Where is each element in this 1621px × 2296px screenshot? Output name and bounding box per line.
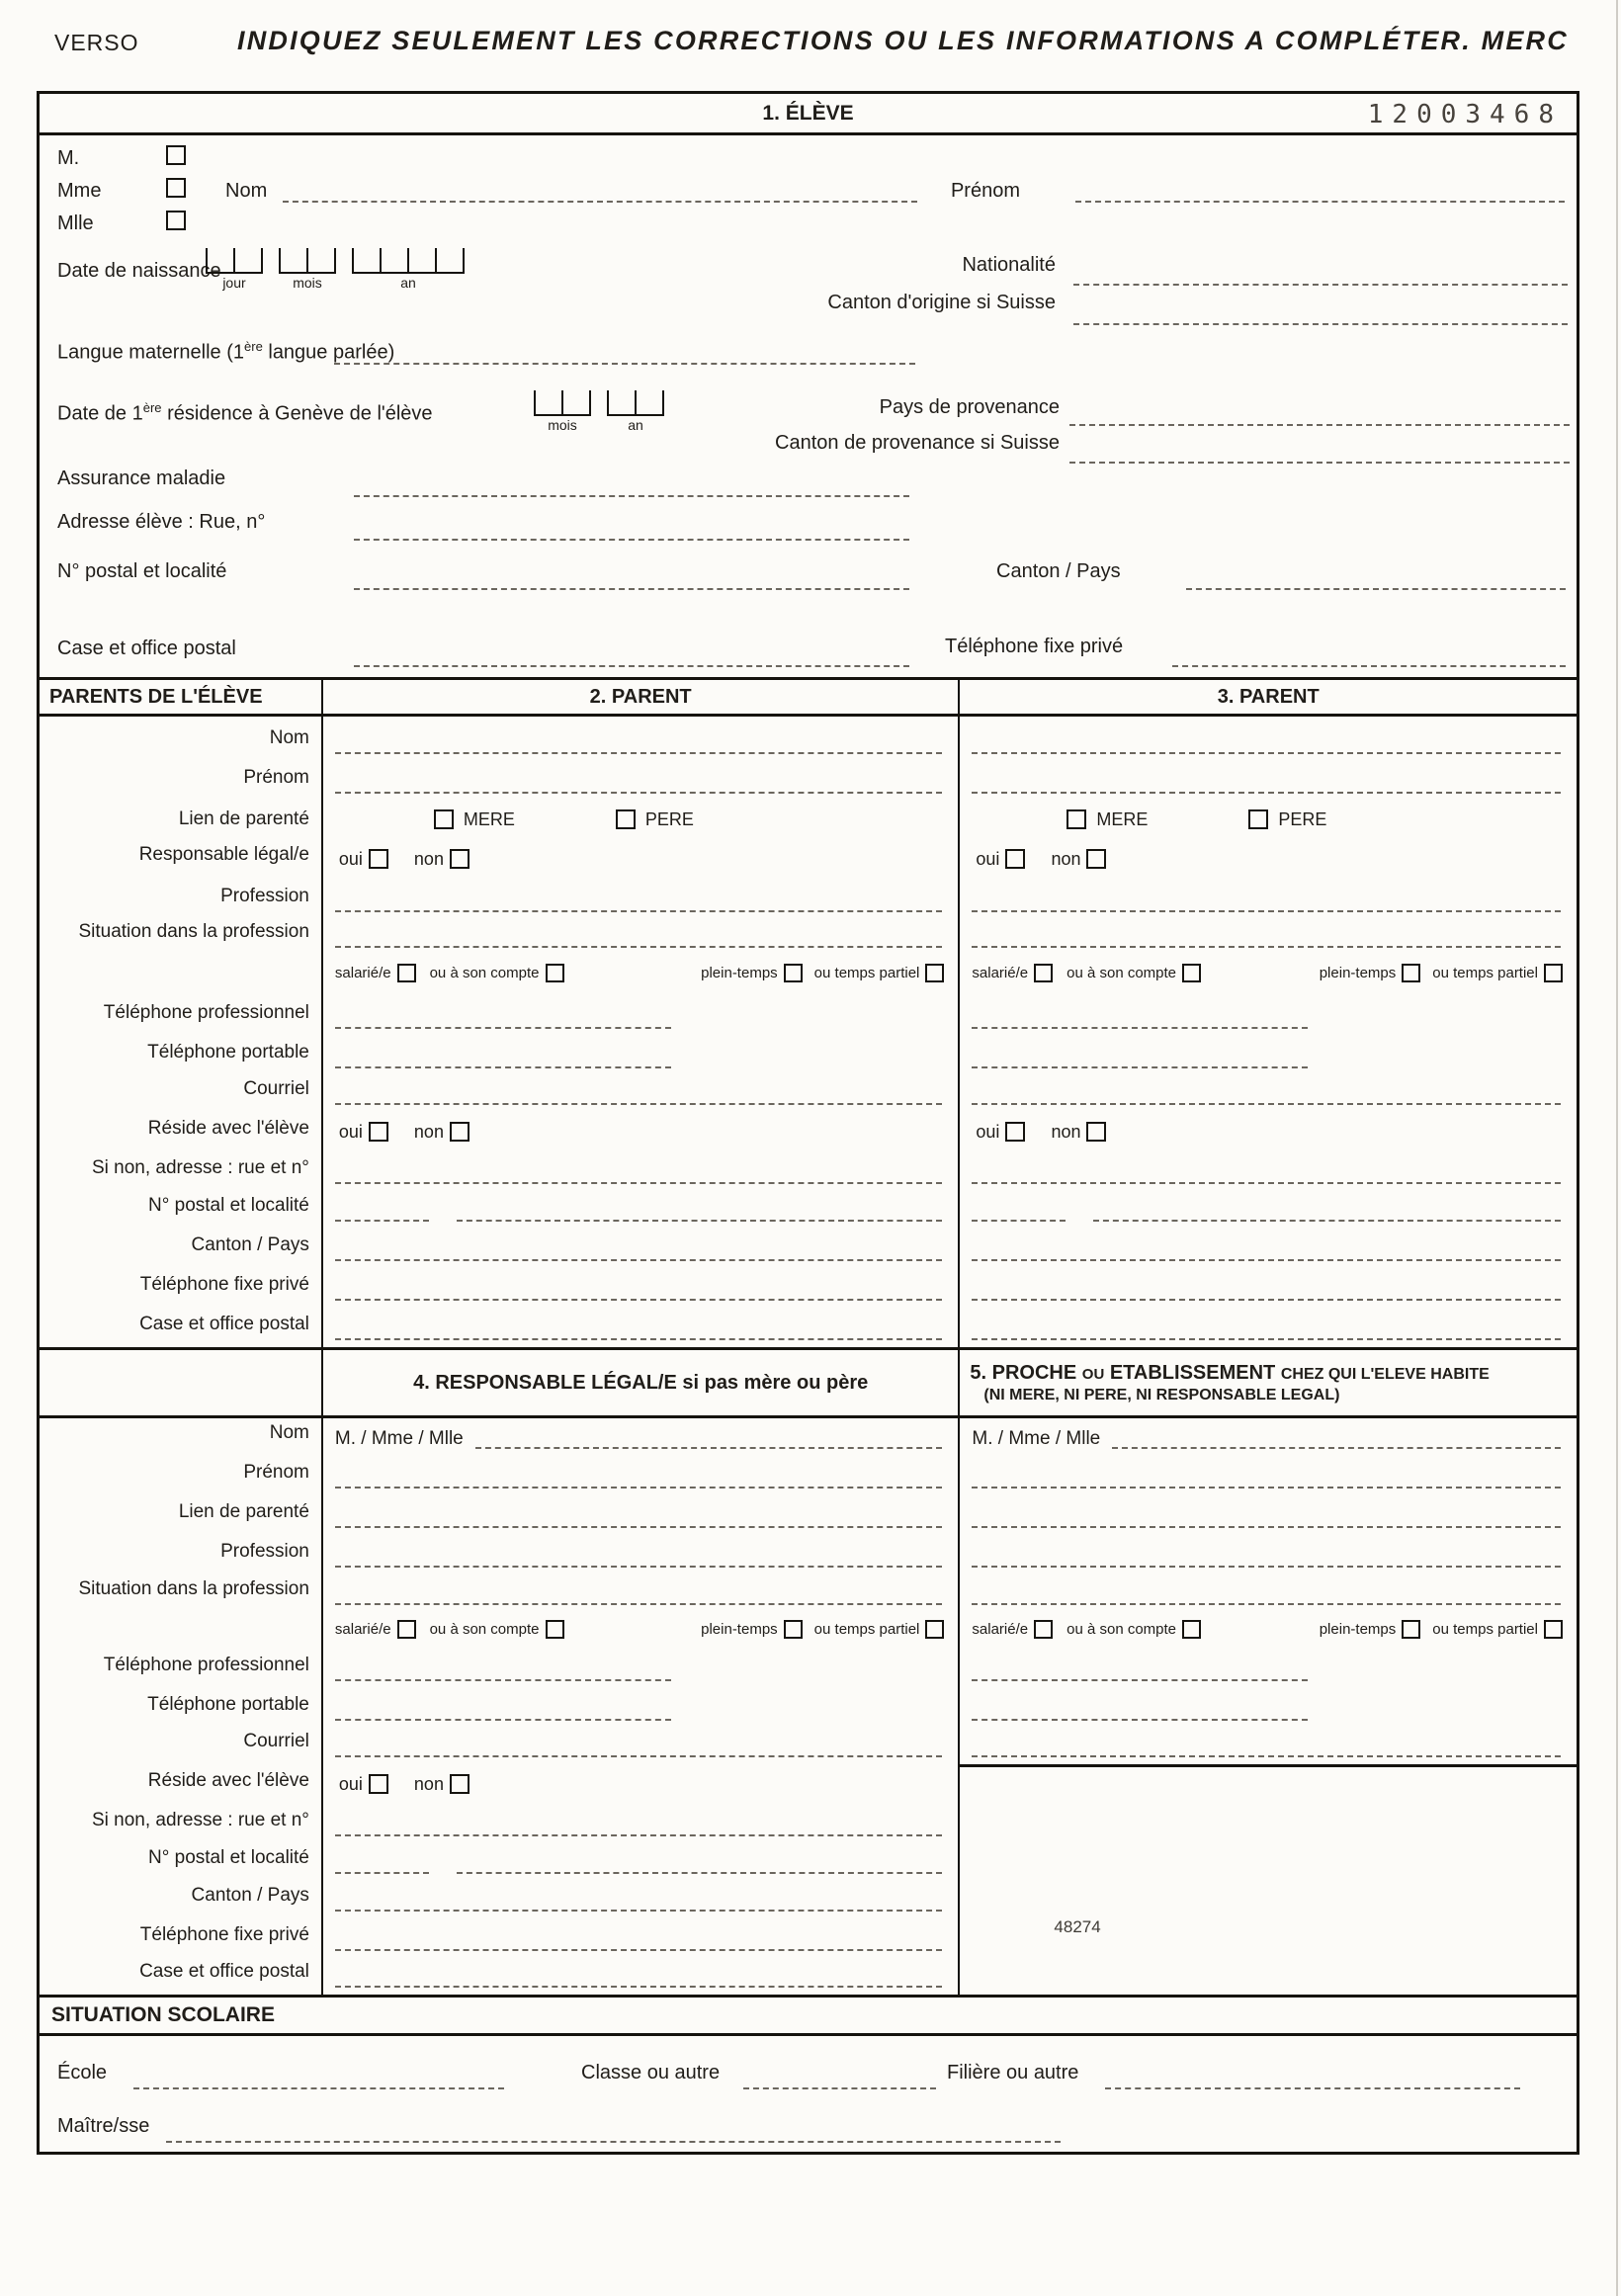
birthdate-label: Date de naissance xyxy=(57,260,221,282)
case-postal-label: Case et office postal xyxy=(57,638,236,659)
p2-localite-field[interactable] xyxy=(457,1220,943,1222)
adresse-label: Adresse élève : Rue, n° xyxy=(57,511,266,533)
s4-prenom-field[interactable] xyxy=(335,1487,943,1488)
classe-label: Classe ou autre xyxy=(581,2062,721,2083)
temps-partiel-option-label: ou temps partiel xyxy=(1432,965,1538,981)
tel-fixe-field[interactable] xyxy=(1172,665,1566,667)
p3-profession-field[interactable] xyxy=(972,910,1561,912)
verso-label: VERSO xyxy=(54,30,139,55)
oui-option-label: oui xyxy=(976,848,1000,869)
row-label-reside: Réside avec l'élève xyxy=(147,1118,309,1139)
canton-provenance-label: Canton de provenance si Suisse xyxy=(775,432,1060,454)
parent2-header: 2. PARENT xyxy=(323,680,961,714)
s4-courriel-field[interactable] xyxy=(335,1755,943,1757)
row-label-profession: Profession xyxy=(220,886,309,906)
p3-npostal-field[interactable] xyxy=(972,1220,1066,1222)
parent2-column xyxy=(323,717,961,1347)
row-label-canton-pays: Canton / Pays xyxy=(191,1234,309,1255)
s4-si-non-adresse-field[interactable] xyxy=(335,1834,943,1836)
s5-lien-field[interactable] xyxy=(972,1526,1561,1528)
s4-situation-field[interactable] xyxy=(335,1603,943,1605)
row-label-responsable: Responsable légal/e xyxy=(138,844,309,865)
plein-temps-option-label: plein-temps xyxy=(701,1620,778,1638)
row-label-tel-pro: Téléphone professionnel xyxy=(103,1002,309,1023)
s5-salarie-checkbox[interactable] xyxy=(1034,1620,1053,1639)
situation-scolaire-header xyxy=(40,1995,1577,2036)
s4-tel-port-field[interactable] xyxy=(335,1719,671,1721)
canton-origine-field[interactable] xyxy=(1073,323,1568,325)
row-label-nom: Nom xyxy=(269,727,309,748)
situation-scolaire-title: SITUATION SCOLAIRE xyxy=(51,2003,275,2026)
filiere-field[interactable] xyxy=(1105,2087,1520,2089)
p3-reside-oui-checkbox[interactable] xyxy=(1005,1122,1025,1142)
s4-salarie-checkbox[interactable] xyxy=(397,1620,416,1639)
classe-field[interactable] xyxy=(743,2087,936,2089)
row-label-situation: Situation dans la profession xyxy=(78,921,309,942)
assurance-label: Assurance maladie xyxy=(57,468,226,489)
row-label-tel-fixe: Téléphone fixe privé xyxy=(139,1274,309,1295)
row-label-courriel: Courriel xyxy=(243,1731,309,1751)
p2-tel-pro-field[interactable] xyxy=(335,1027,671,1029)
plein-temps-option-label: plein-temps xyxy=(1319,1620,1397,1638)
prenom-field[interactable] xyxy=(1075,201,1565,203)
s4-temps-partiel-checkbox[interactable] xyxy=(925,1620,944,1639)
parents-header xyxy=(40,677,1577,717)
s4-reside-oui-checkbox[interactable] xyxy=(369,1774,388,1794)
salarie-option-label: salarié/e xyxy=(972,965,1029,981)
prenom-label: Prénom xyxy=(950,180,1020,202)
scan-edge-artifact xyxy=(1616,0,1618,2296)
p3-localite-field[interactable] xyxy=(1093,1220,1561,1222)
p3-mere-checkbox[interactable] xyxy=(1066,809,1086,829)
p3-reside-non-checkbox[interactable] xyxy=(1086,1122,1106,1142)
p3-case-postal-field[interactable] xyxy=(972,1338,1561,1340)
s4-localite-field[interactable] xyxy=(457,1872,943,1874)
row-label-si-non: Si non, adresse : rue et n° xyxy=(91,1157,309,1178)
temps-partiel-option-label: ou temps partiel xyxy=(813,965,920,981)
plein-temps-option-label: plein-temps xyxy=(1319,965,1397,981)
npostal-label: N° postal et localité xyxy=(57,560,227,582)
p2-canton-pays-field[interactable] xyxy=(335,1259,943,1261)
mere-option-label: MERE xyxy=(1096,808,1149,829)
p2-responsable-non-checkbox[interactable] xyxy=(450,849,469,869)
canton-pays-field[interactable] xyxy=(1186,588,1566,590)
parents-header-left: PARENTS DE L'ÉLÈVE xyxy=(40,680,323,714)
canton-pays-label: Canton / Pays xyxy=(996,560,1121,582)
plein-temps-option-label: plein-temps xyxy=(701,965,778,981)
pays-provenance-label: Pays de provenance xyxy=(879,396,1060,418)
p2-courriel-field[interactable] xyxy=(335,1103,943,1105)
ecole-field[interactable] xyxy=(133,2087,504,2089)
p3-responsable-oui-checkbox[interactable] xyxy=(1005,849,1025,869)
section45-header-left xyxy=(40,1350,323,1415)
parents-label-column xyxy=(40,717,323,1347)
langue-label: Langue maternelle (1ère langue parlée) xyxy=(57,339,395,364)
section5-title xyxy=(960,1350,1577,1415)
p2-si-non-adresse-field[interactable] xyxy=(335,1182,943,1184)
npostal-field[interactable] xyxy=(354,588,909,590)
mois-label: mois xyxy=(548,417,577,433)
salarie-option-label: salarié/e xyxy=(334,1620,391,1638)
row-label-tel-port: Téléphone portable xyxy=(147,1042,309,1063)
salarie-option-label: salarié/e xyxy=(334,965,391,981)
s4-plein-temps-checkbox[interactable] xyxy=(784,1620,803,1639)
pays-provenance-field[interactable] xyxy=(1069,424,1570,426)
section1-title: 1. ÉLÈVE xyxy=(762,102,854,125)
page-title: INDIQUEZ SEULEMENT LES CORRECTIONS OU LES INFORMATIONS A COMPLÉTER. MERC xyxy=(237,26,1569,55)
temps-partiel-option-label: ou temps partiel xyxy=(813,1620,920,1638)
row-label-case-postal: Case et office postal xyxy=(139,1314,309,1334)
adresse-field[interactable] xyxy=(354,539,909,541)
section5-title-part1: 5. PROCHE xyxy=(970,1361,1077,1384)
compte-option-label: ou à son compte xyxy=(1066,1620,1177,1638)
section45-label-column xyxy=(40,1418,323,1995)
civility-mlle-checkbox[interactable] xyxy=(166,211,186,230)
civility-m-checkbox[interactable] xyxy=(166,145,186,165)
maitre-field[interactable] xyxy=(166,2141,1061,2143)
case-postal-field[interactable] xyxy=(354,665,909,667)
ecole-label: École xyxy=(57,2062,108,2083)
row-label-prenom: Prénom xyxy=(243,1462,309,1483)
compte-option-label: ou à son compte xyxy=(429,965,540,981)
row-label-reside: Réside avec l'élève xyxy=(147,1770,309,1791)
s4-npostal-field[interactable] xyxy=(335,1872,429,1874)
s4-lien-field[interactable] xyxy=(335,1526,943,1528)
p3-compte-checkbox[interactable] xyxy=(1182,964,1201,982)
p3-salarie-checkbox[interactable] xyxy=(1034,964,1053,982)
s4-nom-field[interactable] xyxy=(475,1447,943,1449)
civility-mlle-label: Mlle xyxy=(57,213,94,234)
p2-npostal-field[interactable] xyxy=(335,1220,429,1222)
p2-tel-fixe-field[interactable] xyxy=(335,1299,943,1301)
p3-plein-temps-checkbox[interactable] xyxy=(1402,964,1420,982)
row-label-npostal: N° postal et localité xyxy=(148,1847,309,1868)
p2-reside-non-checkbox[interactable] xyxy=(450,1122,469,1142)
s4-tel-fixe-field[interactable] xyxy=(335,1949,943,1951)
non-option-label: non xyxy=(413,848,444,869)
s5-nom-field[interactable] xyxy=(1112,1447,1561,1449)
parents-body xyxy=(40,717,1577,1347)
p3-pere-checkbox[interactable] xyxy=(1248,809,1268,829)
non-option-label: non xyxy=(1051,848,1081,869)
p2-compte-checkbox[interactable] xyxy=(546,964,564,982)
parent3-header: 3. PARENT xyxy=(1217,685,1320,708)
p3-temps-partiel-checkbox[interactable] xyxy=(1544,964,1563,982)
residence-comb-field[interactable] xyxy=(534,390,664,433)
section1-body xyxy=(40,135,1577,677)
oui-option-label: oui xyxy=(338,1121,363,1142)
row-label-situation: Situation dans la profession xyxy=(78,1578,309,1599)
p2-responsable-oui-checkbox[interactable] xyxy=(369,849,388,869)
maitre-label: Maître/sse xyxy=(57,2115,150,2137)
oui-option-label: oui xyxy=(338,1773,363,1794)
row-label-canton-pays: Canton / Pays xyxy=(191,1885,309,1906)
p3-courriel-field[interactable] xyxy=(972,1103,1561,1105)
p3-canton-pays-field[interactable] xyxy=(972,1259,1561,1261)
p3-tel-pro-field[interactable] xyxy=(972,1027,1308,1029)
p2-tel-port-field[interactable] xyxy=(335,1066,671,1068)
section5-subtitle: (NI MERE, NI PERE, NI RESPONSABLE LEGAL) xyxy=(983,1386,1340,1403)
row-label-tel-fixe: Téléphone fixe privé xyxy=(139,1924,309,1945)
salarie-option-label: salarié/e xyxy=(972,1620,1029,1638)
row-label-npostal: N° postal et localité xyxy=(148,1195,309,1216)
p2-profession-field[interactable] xyxy=(335,910,943,912)
s4-tel-pro-field[interactable] xyxy=(335,1679,671,1681)
s5-tel-port-field[interactable] xyxy=(972,1719,1308,1721)
row-label-tel-pro: Téléphone professionnel xyxy=(103,1655,309,1675)
s5-prenom-field[interactable] xyxy=(972,1487,1561,1488)
p3-tel-port-field[interactable] xyxy=(972,1066,1308,1068)
nationalite-field[interactable] xyxy=(1073,284,1568,286)
s4-case-postal-field[interactable] xyxy=(335,1986,943,1988)
non-option-label: non xyxy=(1051,1121,1081,1142)
section45-body xyxy=(40,1418,1577,1995)
s5-compte-checkbox[interactable] xyxy=(1182,1620,1201,1639)
situation-scolaire-body xyxy=(40,2036,1577,2152)
row-label-courriel: Courriel xyxy=(243,1078,309,1099)
s4-canton-pays-field[interactable] xyxy=(335,1910,943,1912)
section5-blank-area xyxy=(960,1764,1577,1995)
s4-profession-field[interactable] xyxy=(335,1566,943,1568)
s5-profession-field[interactable] xyxy=(972,1566,1561,1568)
p2-plein-temps-checkbox[interactable] xyxy=(784,964,803,982)
row-label-nom: Nom xyxy=(269,1422,309,1443)
p2-prenom-field[interactable] xyxy=(335,792,943,794)
enrollment-form xyxy=(37,91,1579,2155)
row-label-profession: Profession xyxy=(220,1541,309,1562)
section4-column xyxy=(323,1418,961,1995)
row-label-si-non: Si non, adresse : rue et n° xyxy=(91,1810,309,1830)
oui-option-label: oui xyxy=(338,848,363,869)
p2-reside-oui-checkbox[interactable] xyxy=(369,1122,388,1142)
form-number: 12003468 xyxy=(1367,100,1563,129)
nom-label: Nom xyxy=(225,180,268,202)
s5-temps-partiel-checkbox[interactable] xyxy=(1544,1620,1563,1639)
section1-header xyxy=(40,94,1577,135)
jour-label: jour xyxy=(222,275,246,291)
row-label-prenom: Prénom xyxy=(243,767,309,788)
section5-column xyxy=(960,1418,1577,1995)
pere-option-label: PERE xyxy=(1278,808,1327,829)
nationalite-label: Nationalité xyxy=(962,254,1056,276)
row-label-lien: Lien de parenté xyxy=(178,808,309,829)
section5-title-part3: ETABLISSEMENT xyxy=(1109,1361,1276,1384)
compte-option-label: ou à son compte xyxy=(1066,965,1177,981)
civility-mme-label: Mme xyxy=(57,180,102,202)
birthdate-comb-field[interactable] xyxy=(206,248,465,291)
civility-mme-checkbox[interactable] xyxy=(166,178,186,198)
langue-field[interactable] xyxy=(334,363,915,365)
mere-option-label: MERE xyxy=(463,808,515,829)
civility-line-label: M. / Mme / Mlle xyxy=(334,1428,464,1449)
p3-responsable-non-checkbox[interactable] xyxy=(1086,849,1106,869)
p3-tel-fixe-field[interactable] xyxy=(972,1299,1561,1301)
s5-courriel-field[interactable] xyxy=(972,1755,1561,1757)
p2-situation-field[interactable] xyxy=(335,946,943,948)
p2-salarie-checkbox[interactable] xyxy=(397,964,416,982)
p2-mere-checkbox[interactable] xyxy=(434,809,454,829)
s5-plein-temps-checkbox[interactable] xyxy=(1402,1620,1420,1639)
p2-temps-partiel-checkbox[interactable] xyxy=(925,964,944,982)
p2-nom-field[interactable] xyxy=(335,752,943,754)
canton-provenance-field[interactable] xyxy=(1069,462,1570,464)
section5-title-part4: CHEZ QUI L'ELEVE HABITE xyxy=(1280,1365,1490,1383)
filiere-label: Filière ou autre xyxy=(947,2062,1079,2083)
s5-tel-pro-field[interactable] xyxy=(972,1679,1308,1681)
an-label: an xyxy=(628,417,643,433)
compte-option-label: ou à son compte xyxy=(429,1620,540,1638)
s5-situation-field[interactable] xyxy=(972,1603,1561,1605)
canton-origine-label: Canton d'origine si Suisse xyxy=(827,292,1056,313)
p3-prenom-field[interactable] xyxy=(972,792,1561,794)
non-option-label: non xyxy=(413,1773,444,1794)
residence-label: Date de 1ère résidence à Genève de l'élève xyxy=(57,400,433,425)
p3-situation-field[interactable] xyxy=(972,946,1561,948)
temps-partiel-option-label: ou temps partiel xyxy=(1432,1620,1538,1638)
parent3-column xyxy=(960,717,1577,1347)
row-label-tel-port: Téléphone portable xyxy=(147,1694,309,1715)
civility-line-label: M. / Mme / Mlle xyxy=(972,1428,1101,1449)
p2-pere-checkbox[interactable] xyxy=(616,809,636,829)
s4-compte-checkbox[interactable] xyxy=(546,1620,564,1639)
page-header xyxy=(0,0,1621,91)
row-label-lien: Lien de parenté xyxy=(178,1501,309,1522)
section45-header xyxy=(40,1347,1577,1418)
an-label: an xyxy=(400,275,416,291)
non-option-label: non xyxy=(413,1121,444,1142)
pere-option-label: PERE xyxy=(644,808,694,829)
print-number: 48274 xyxy=(1054,1917,1101,1936)
section5-title-part2: OU xyxy=(1081,1365,1105,1383)
civility-m-label: M. xyxy=(57,147,80,169)
p3-nom-field[interactable] xyxy=(972,752,1561,754)
mois-label: mois xyxy=(293,275,322,291)
oui-option-label: oui xyxy=(976,1121,1000,1142)
row-label-case-postal: Case et office postal xyxy=(139,1961,309,1982)
section4-title: 4. RESPONSABLE LÉGAL/E si pas mère ou père xyxy=(323,1350,960,1415)
tel-fixe-label: Téléphone fixe privé xyxy=(945,636,1124,657)
p3-si-non-adresse-field[interactable] xyxy=(972,1182,1561,1184)
assurance-field[interactable] xyxy=(354,495,909,497)
p2-case-postal-field[interactable] xyxy=(335,1338,943,1340)
s4-reside-non-checkbox[interactable] xyxy=(450,1774,469,1794)
